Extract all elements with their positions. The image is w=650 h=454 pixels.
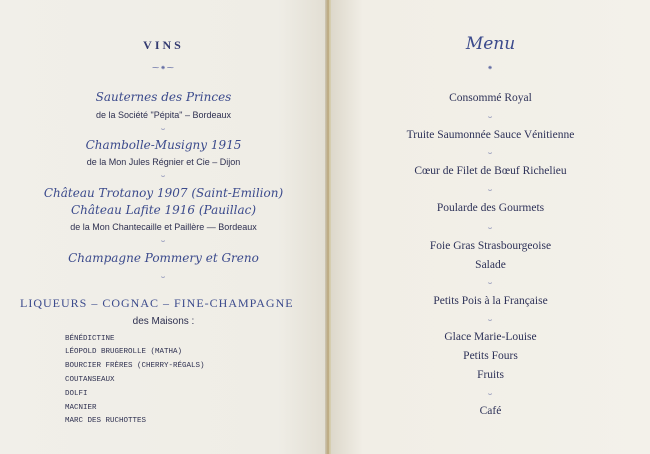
menu-course: Foie Gras Strasbourgeoise (429, 240, 552, 252)
divider-ornament: ⌣ (160, 273, 167, 281)
wine-name: Chambolle-Musigny 1915 (85, 138, 242, 152)
liqueurs-subtitle: des Maisons : (132, 316, 195, 327)
menu-course: Petits Fours (463, 350, 518, 362)
liqueur-house: DOLFI (65, 390, 88, 398)
wine-origin: de la Société "Pépita" – Bordeaux (96, 110, 231, 120)
divider-ornament: ⌣ (487, 113, 494, 121)
title-ornament: ⁕ (487, 64, 494, 72)
liqueur-house: LÉOPOLD BRUGEROLLE (MATHA) (65, 348, 183, 356)
divider-ornament: ⌣ (160, 125, 167, 133)
divider-ornament: ⌣ (487, 279, 494, 287)
liqueur-house: BOURCIER FRÈRES (CHERRY-RÉGALS) (65, 362, 205, 370)
divider-ornament: ⌣ (487, 186, 494, 194)
menu-course: Poularde des Gourmets (436, 202, 545, 214)
wine-name: Champagne Pommery et Greno (68, 251, 259, 265)
divider-ornament: ⌣ (487, 316, 494, 324)
divider-ornament: ⌣ (487, 224, 494, 232)
liqueur-house: MACNIER (65, 404, 97, 412)
divider-ornament: ⌣ (160, 237, 167, 245)
menu-course: Glace Marie-Louise (444, 331, 537, 343)
menu-course: Salade (475, 259, 506, 271)
liqueur-house: BÉNÉDICTINE (65, 335, 115, 343)
divider-ornament: ⌣ (487, 390, 494, 398)
menu-course: Consommé Royal (449, 92, 532, 104)
wine-name: Sauternes des Princes (95, 90, 232, 104)
divider-ornament: ⌣ (487, 149, 494, 157)
wine-name: Château Trotanoy 1907 (Saint-Emilion) (43, 186, 284, 200)
liqueur-house: MARC DES RUCHOTTES (65, 417, 147, 425)
menu-course: Petits Pois à la Française (433, 295, 548, 307)
menu-course: Fruits (477, 369, 504, 381)
wine-origin: de la Mon Chantecaille et Paillère — Bordeaux (70, 222, 257, 232)
liqueurs-title: LIQUEURS – COGNAC – FINE-CHAMPAGNE (20, 296, 294, 310)
menu-title: Menu (465, 34, 516, 54)
divider-ornament: ⌣ (160, 172, 167, 180)
liqueur-house: COUTANSEAUX (65, 376, 115, 384)
wine-origin: de la Mon Jules Régnier et Cie – Dijon (86, 157, 241, 167)
title-ornament: ⁓⁕⁓ (152, 64, 175, 72)
menu-course: Cœur de Filet de Bœuf Richelieu (414, 165, 567, 177)
menu-page (331, 0, 650, 454)
wine-name-2: Château Lafite 1916 (Pauillac) (70, 203, 257, 217)
menu-course: Café (479, 405, 502, 417)
wine-title: VINS (143, 38, 184, 52)
menu-course: Truite Saumonnée Sauce Vénitienne (406, 129, 575, 141)
